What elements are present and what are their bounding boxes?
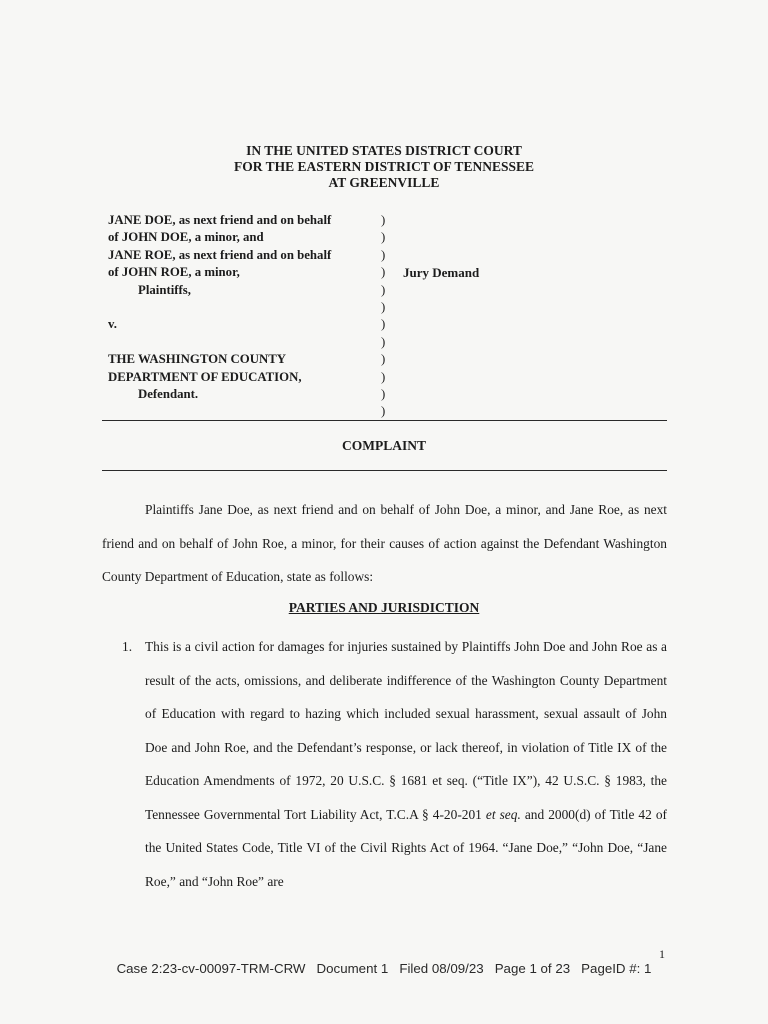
plaintiff-line: JANE ROE, as next friend and on behalf <box>108 247 332 262</box>
italic-citation: et seq. <box>485 806 521 822</box>
section-heading: PARTIES AND JURISDICTION <box>288 600 480 615</box>
page-number: 1 <box>659 947 665 961</box>
caption-paren: ) <box>381 352 386 367</box>
numbered-paragraph-1 <box>122 630 667 898</box>
plaintiffs-designation: Plaintiffs, <box>138 282 191 297</box>
caption-paren: ) <box>381 300 386 315</box>
jury-demand: Jury Demand <box>403 265 480 280</box>
caption-paren: ) <box>381 387 386 402</box>
caption-bottom-rule <box>102 470 667 471</box>
division-name: AT GREENVILLE <box>328 175 440 190</box>
case-caption <box>108 212 668 422</box>
district-name: FOR THE EASTERN DISTRICT OF TENNESSEE <box>234 159 534 174</box>
versus-label: v. <box>108 317 117 332</box>
parties-block <box>108 212 378 403</box>
caption-top-rule <box>102 420 667 421</box>
plaintiff-line: JANE DOE, as next friend and on behalf <box>108 213 332 227</box>
court-name: IN THE UNITED STATES DISTRICT COURT <box>246 143 522 158</box>
caption-paren: ) <box>381 282 386 297</box>
caption-paren: ) <box>381 213 386 227</box>
plaintiff-line: of JOHN ROE, a minor, <box>108 265 240 280</box>
complaint-title: COMPLAINT <box>342 438 426 453</box>
defendant-line: DEPARTMENT OF EDUCATION, <box>108 369 302 384</box>
defendant-designation: Defendant. <box>138 387 199 402</box>
caption-paren: ) <box>381 230 386 245</box>
paragraph-text-part: This is a civil action for damages for injuries sustained by Plaintiffs John Doe and John Roe as a result of the acts, omissions, and deliberate indifference of the Washington County Department of Education with regard to hazing which included sexual harassment, sexual assault of John Doe and John Roe, and the Defendant’s response, or lack thereof, in violation of Title IX of the Education Amendments of 1972, 20 U.S.C. § 1681 et seq. (“Title IX”), 42 U.S.C. § 1983, the Tennessee Governmental Tort Liability Act, T.C.A § 4-20-201 <box>145 639 667 822</box>
caption-paren: ) <box>381 247 386 262</box>
caption-paren: ) <box>381 404 386 419</box>
paragraph-text-part: and 2000(d) of Title 42 of the United States Code, Title VI of the Civil Rights Act of 1964. “Jane Doe,” “John Doe, “Jane Roe,” and “John Roe” are <box>145 806 667 889</box>
court-header <box>0 143 768 191</box>
caption-paren: ) <box>381 369 386 384</box>
filing-footer: Case 2:23-cv-00097-TRM-CRW Document 1 Filed 08/09/23 Page 1 of 23 PageID #: 1 <box>116 961 652 976</box>
defendant-line: THE WASHINGTON COUNTY <box>108 352 287 367</box>
caption-paren: ) <box>381 265 386 280</box>
caption-paren: ) <box>381 317 386 332</box>
caption-paren: ) <box>381 334 386 349</box>
intro-paragraph: Plaintiffs Jane Doe, as next friend and on behalf of John Doe, a minor, and Jane Roe, as next friend and on behalf of John Roe, a minor, for their causes of action against the Defendant Washington County Department of Education, state as follows: <box>102 502 667 584</box>
plaintiff-line: of JOHN DOE, a minor, and <box>108 230 264 245</box>
caption-parentheses <box>381 212 391 421</box>
paragraph-number: 1. <box>122 639 133 654</box>
paragraph-text <box>145 630 667 898</box>
